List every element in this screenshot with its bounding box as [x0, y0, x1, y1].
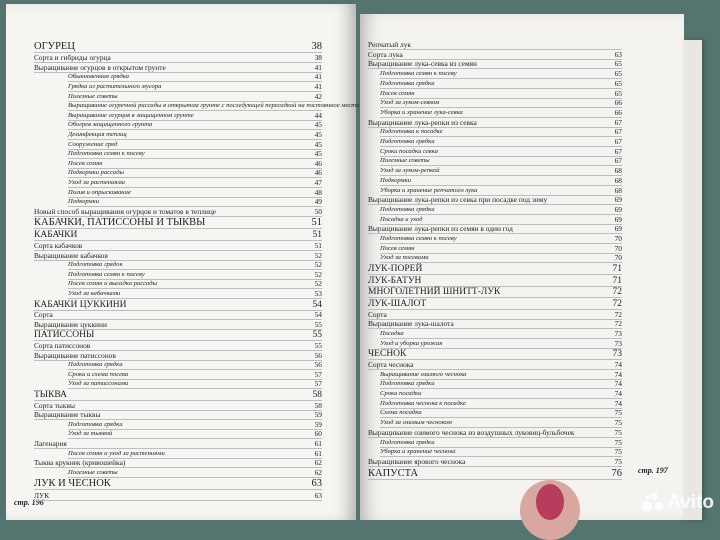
toc-entry-title: Посев семян [380, 89, 415, 97]
toc-entry-page: 38 [311, 41, 322, 52]
toc-entry [68, 360, 322, 370]
toc-entry [68, 188, 322, 198]
toc-entry-page: 51 [311, 217, 322, 229]
toc-entry [34, 299, 322, 311]
toc-entry-title: Посев семян [68, 159, 103, 167]
toc-entry-page: 67 [614, 117, 622, 127]
toc-entry-title: Подготовка семян к посеву [380, 70, 457, 78]
toc-entry-page: 74 [614, 379, 622, 389]
toc-entry [34, 320, 322, 330]
toc-entry [68, 289, 322, 299]
toc-entry [380, 329, 622, 339]
toc-entry-page: 53 [314, 289, 322, 298]
toc-entry [380, 339, 622, 349]
toc-entry-page: 49 [314, 197, 322, 207]
toc-entry [34, 63, 322, 73]
toc-entry-page: 70 [614, 253, 622, 263]
toc-entry-page: 72 [614, 319, 622, 329]
toc-entry-page: 63 [311, 478, 322, 490]
toc-entry-title: Подготовка семян к посеву [380, 235, 457, 242]
toc-entry-page: 67 [614, 146, 622, 156]
toc-entry [380, 89, 622, 99]
toc-entry [68, 197, 322, 207]
toc-entry [34, 410, 322, 420]
toc-entry-title: Посадка и уход [380, 215, 423, 223]
toc-entry [68, 449, 322, 459]
toc-entry-page: 52 [314, 260, 322, 270]
toc-entry-page: 55 [314, 319, 322, 329]
toc-entry-title: Полезные советы [68, 468, 118, 476]
toc-entry-title: Подготовка грядки [380, 438, 435, 446]
toc-entry [34, 241, 322, 251]
toc-entry-page: 72 [612, 287, 622, 298]
toc-entry [380, 370, 622, 380]
toc-entry [368, 348, 622, 360]
toc-entry-title: Уход за растениями [68, 178, 125, 186]
toc-entry-title: Полезные советы [68, 92, 118, 100]
toc-entry [368, 319, 622, 329]
toc-entry [34, 458, 322, 468]
toc-entry [368, 275, 622, 287]
toc-entry [34, 216, 322, 229]
toc-entry-title: МНОГОЛЕТНИЙ ШНИТТ-ЛУК [368, 287, 501, 298]
toc-entry-page: 54 [312, 299, 322, 310]
toc-entry-page: 63 [314, 490, 322, 500]
toc-entry-page: 69 [614, 224, 622, 234]
toc-entry-title: КАПУСТА [368, 467, 419, 479]
toc-entry-page: 41 [314, 72, 322, 82]
toc-entry-page: 65 [614, 78, 622, 88]
toc-entry-title: ЛУК-БАТУН [368, 275, 422, 286]
toc-entry-title: Выращивание огурцов в открытом грунте [34, 62, 166, 72]
toc-entry [380, 98, 622, 108]
toc-entry-title: Посадка [380, 329, 404, 337]
toc-entry-page: 45 [314, 139, 322, 149]
toc-entry-title: Дезинфекция теплиц [68, 130, 127, 138]
toc-entry-page: 48 [314, 187, 322, 197]
toc-entry [34, 207, 322, 217]
toc-entry [380, 205, 622, 215]
toc-entry-title: Посев семян [380, 244, 415, 252]
toc-entry-page: 75 [614, 456, 622, 466]
toc-entry [380, 69, 622, 79]
toc-entry-page: 66 [614, 98, 622, 108]
toc-entry-title: Уборка и хранение репчатого лука [380, 186, 478, 194]
toc-entry-page: 63 [614, 49, 622, 59]
toc-entry [368, 224, 622, 234]
toc-entry-page: 56 [314, 360, 322, 370]
toc-entry [34, 341, 322, 351]
toc-entry-page: 52 [314, 279, 322, 289]
toc-entry-page: 41 [314, 81, 322, 91]
toc-entry [68, 379, 322, 389]
toc-entry-title: Уход за озимым чесноком [380, 419, 452, 427]
toc-entry-page: 75 [614, 418, 622, 428]
toc-entry-title: Подкормки рассады [68, 169, 125, 177]
toc-entry-page: 45 [314, 149, 322, 159]
left-page-number: стр. 196 [14, 498, 44, 507]
toc-entry-title: Полезные советы [380, 157, 430, 165]
toc-entry-page: 75 [614, 447, 622, 457]
right-page-number: стр. 197 [638, 466, 668, 475]
toc-entry-page: 72 [612, 298, 622, 309]
toc-entry [34, 351, 322, 361]
toc-entry-page: 51 [314, 241, 322, 250]
toc-entry-title: Посев семян и уход за растениями [68, 449, 165, 457]
toc-entry-page: 73 [614, 338, 622, 348]
toc-entry [380, 253, 622, 263]
toc-entry-title: Сроки и схема посева [68, 370, 129, 378]
toc-entry-title: Выращивание патиссонов [34, 350, 116, 360]
toc-entry [368, 263, 622, 275]
toc-entry [380, 108, 622, 118]
toc-entry-title: Сорта тыквы [34, 400, 75, 410]
toc-entry [380, 418, 622, 428]
toc-entry-page: 58 [314, 400, 322, 410]
toc-entry [380, 156, 622, 166]
toc-entry-page: 74 [614, 359, 622, 369]
toc-entry-title: Выращивание лука-севка из семян [368, 59, 477, 69]
toc-entry [368, 298, 622, 310]
toc-entry [368, 467, 622, 480]
toc-entry-title: Подготовка грядки [380, 138, 435, 145]
toc-entry-page: 69 [614, 204, 622, 214]
toc-entry [34, 401, 322, 411]
toc-entry-page: 47 [314, 177, 322, 187]
toc-entry-title: Сроки посадки севка [380, 147, 438, 155]
toc-entry-title: ЛУК [34, 490, 50, 500]
toc-entry-title: Выращивание лука-репки из семян в один год [368, 224, 513, 234]
toc-entry-title: Уход за тыквой [68, 430, 113, 438]
toc-entry [34, 53, 322, 63]
toc-entry [68, 429, 322, 439]
toc-entry [380, 389, 622, 399]
toc-entry-page: 45 [314, 129, 322, 139]
toc-entry [380, 234, 622, 244]
toc-entry [34, 310, 322, 320]
toc-entry [380, 176, 622, 186]
toc-entry-title: Сорта лука [368, 49, 403, 59]
right-page [360, 14, 684, 520]
toc-entry-title: Выращивание лука-репки из севка [368, 117, 477, 127]
toc-entry [68, 140, 322, 150]
toc-entry-page: 73 [614, 328, 622, 338]
toc-entry-title: ОГУРЕЦ [34, 41, 75, 52]
toc-entry-title: Выращивание цуккини [34, 319, 107, 329]
toc-entry-title: Сорта и гибриды огурца [34, 53, 111, 63]
toc-entry-title: Подкормки [68, 198, 99, 206]
toc-entry-page: 50 [314, 206, 322, 216]
toc-entry-title: Уход за кабачками [68, 290, 121, 297]
toc-entry [68, 159, 322, 169]
toc-entry-title: КАБАЧКИ [34, 230, 78, 241]
toc-entry-title: Выращивание ярового чеснока [368, 456, 466, 466]
toc-entry [380, 147, 622, 157]
toc-entry-title: Уход и уборка урожая [380, 339, 443, 347]
toc-entry [368, 195, 622, 205]
toc-entry-page: 44 [314, 110, 322, 120]
toc-entry-page: 73 [612, 349, 622, 360]
toc-entry [368, 118, 622, 128]
toc-entry [380, 166, 622, 176]
avito-watermark [642, 492, 714, 514]
toc-entry [34, 389, 322, 401]
toc-entry-title: Обыкновенная грядка [68, 73, 129, 81]
toc-entry-title: Выращивание озимого чеснока [380, 370, 467, 378]
toc-entry-title: Выращивание лука-шалота [368, 319, 454, 329]
toc-entry-title: Выращивание лука-репки из севка при посадке под зиму [368, 195, 548, 205]
toc-entry-title: Подготовка семян к посеву [68, 270, 145, 278]
toc-entry-title: ПАТИССОНЫ [34, 330, 95, 341]
toc-entry [368, 360, 622, 370]
toc-entry-page: 54 [314, 310, 322, 320]
toc-entry [368, 457, 622, 467]
toc-entry-title: Сорта кабачков [34, 241, 83, 250]
toc-entry-title: Выращивание озимого чеснока из воздушных луковиц-бульбочек [368, 427, 575, 437]
toc-entry-page: 41 [314, 62, 322, 72]
toc-entry-title: Обогрев защищенного грунта [68, 121, 153, 129]
toc-entry [380, 438, 622, 448]
toc-entry [368, 59, 622, 69]
toc-entry [380, 79, 622, 89]
toc-entry [68, 149, 322, 159]
toc-entry-page: 67 [614, 127, 622, 137]
toc-entry-page: 42 [314, 91, 322, 101]
avito-watermark-text: Avito [667, 492, 714, 513]
toc-entry-title: Подкормки [380, 176, 411, 184]
toc-entry-title: Выращивание кабачков [34, 250, 108, 260]
toc-entry-title: Подготовка грядки [380, 79, 435, 87]
toc-entry-page: 65 [614, 88, 622, 98]
toc-entry-page: 67 [614, 156, 622, 166]
toc-entry-page: 65 [614, 69, 622, 79]
toc-entry [68, 468, 322, 478]
toc-entry [380, 137, 622, 147]
toc-entry-page: 71 [612, 275, 622, 286]
toc-entry-title: ЛУК-ПОРЕЙ [368, 264, 423, 275]
toc-entry [380, 186, 622, 196]
toc-entry-title: Сорта чеснока [368, 359, 414, 369]
toc-entry-title: Подготовка грядки [68, 361, 123, 369]
toc-entry [68, 420, 322, 430]
toc-entry-page: 75 [614, 437, 622, 447]
toc-entry [380, 408, 622, 418]
toc-entry-page: 60 [314, 429, 322, 439]
toc-entry-title: Посев семян и высадка рассады [68, 280, 158, 288]
toc-entry-page: 62 [314, 467, 322, 477]
toc-entry-page: 58 [312, 390, 322, 400]
toc-entry-title: Подготовка к посадке [380, 128, 443, 136]
avito-logo-icon [642, 493, 664, 513]
toc-entry [380, 379, 622, 389]
toc-entry-page: 76 [611, 467, 622, 479]
toc-entry-page: 68 [614, 175, 622, 185]
toc-entry-title: Сорта патиссонов [34, 341, 91, 350]
toc-entry-page: 59 [314, 410, 322, 420]
toc-entry-title: Лагенария [34, 439, 67, 448]
toc-entry [34, 329, 322, 341]
toc-entry-page: 46 [314, 158, 322, 168]
toc-entry-title: Полив и опрыскивание [68, 188, 131, 196]
toc-entry-title: Выращивание тыквы [34, 410, 101, 420]
toc-entry-title: ЧЕСНОК [368, 349, 407, 360]
toc-entry-title: Уход за луком-севком [380, 99, 440, 107]
toc-entry-title: Выращивание огуречной рассады в открытом грунте с последующей пересадкой на постоянное место [68, 102, 360, 110]
toc-entry-page: 69 [614, 214, 622, 224]
toc-entry [68, 279, 322, 289]
toc-entry-title: Новый способ выращивания огурцов и томатов в теплице [34, 206, 217, 216]
toc-entry-page: 70 [614, 243, 622, 253]
toc-entry-title: Выращивание огурцов в защищенном грунте [68, 111, 194, 119]
toc-entry [380, 244, 622, 254]
toc-entry-title: Подготовка грядок [68, 261, 123, 269]
toc-entry-page: 75 [614, 408, 622, 418]
toc-entry [368, 286, 622, 298]
toc-entry-page: 61 [314, 439, 322, 448]
toc-entry-page: 61 [314, 448, 322, 458]
toc-entry-title: Подготовка грядки [380, 380, 435, 388]
toc-entry-title: Схема посадки [380, 409, 422, 417]
toc-entry [380, 127, 622, 137]
toc-entry-page: 68 [614, 166, 622, 176]
toc-entry [68, 270, 322, 280]
toc-entry-title: Сорта [34, 310, 53, 320]
toc-entry [34, 40, 322, 53]
toc-entry-page: 46 [314, 168, 322, 178]
toc-entry [68, 370, 322, 380]
toc-entry-title: Подготовка грядки [380, 205, 435, 213]
toc-entry-page: 45 [314, 120, 322, 130]
toc-entry-page: 38 [314, 53, 322, 63]
page-edge [684, 40, 702, 520]
toc-entry [34, 229, 322, 241]
toc-entry-page: 57 [314, 369, 322, 379]
toc-entry-title: Подготовка чеснока к посадке [380, 399, 466, 407]
toc-entry-title: КАБАЧКИ, ПАТИССОНЫ И ТЫКВЫ [34, 217, 206, 229]
toc-entry-title: Уход за патиссонами [68, 380, 129, 388]
toc-entry-page: 74 [614, 398, 622, 408]
toc-entry-page: 59 [314, 419, 322, 429]
toc-entry-title: Уборка и хранение лука-севка [380, 108, 463, 116]
toc-entry-page: 52 [314, 250, 322, 260]
toc-entry [368, 50, 622, 60]
toc-entry-title: Подготовка грядки [68, 420, 123, 428]
toc-entry-page: 67 [614, 137, 622, 146]
toc-entry-page: 57 [314, 379, 322, 389]
toc-entry-page: 56 [314, 350, 322, 360]
toc-entry-title: Сорта [368, 309, 387, 319]
toc-entry-page: 55 [314, 341, 322, 350]
toc-entry [68, 130, 322, 140]
toc-entry-page: 75 [614, 427, 622, 437]
toc-entry [34, 477, 322, 490]
toc-entry [34, 491, 322, 501]
toc-entry-title: Уход за посевами [380, 254, 429, 262]
toc-entry-title: Подготовка семян к посеву [68, 150, 145, 158]
toc-entry [368, 40, 622, 50]
toc-entry [380, 447, 622, 457]
toc-entry-page: 71 [612, 264, 622, 275]
toc-entry-page: 62 [314, 458, 322, 468]
toc-entry-title: ЛУК-ШАЛОТ [368, 298, 427, 309]
toc-entry-page: 52 [314, 269, 322, 279]
toc-entry-page: 66 [614, 107, 622, 117]
toc-entry [34, 251, 322, 261]
toc-entry-title: Сооружение гряд [68, 140, 118, 148]
left-page [6, 4, 360, 520]
toc-entry-title: ЛУК И ЧЕСНОК [34, 478, 111, 490]
toc-entry [34, 439, 322, 449]
toc-entry-title: Уход за луком-репкой [380, 167, 440, 175]
toc-entry-page: 65 [614, 59, 622, 69]
toc-entry [68, 260, 322, 270]
toc-entry [68, 82, 322, 92]
toc-entry [68, 92, 322, 102]
toc-entry [68, 168, 322, 178]
toc-entry-title: Сроки посадки [380, 390, 422, 397]
toc-entry [68, 120, 322, 130]
toc-entry-title: Уборка и хранение чеснока [380, 448, 456, 456]
toc-entry [68, 72, 322, 82]
fingernail [536, 484, 564, 520]
toc-entry [380, 399, 622, 409]
toc-entry-page: 51 [312, 230, 322, 241]
toc-entry-page: 68 [614, 185, 622, 195]
toc-entry [380, 215, 622, 225]
toc-entry [68, 111, 322, 121]
toc-entry-page: 72 [614, 309, 622, 319]
toc-entry-page: 70 [614, 234, 622, 243]
toc-entry-page: 74 [614, 389, 622, 398]
toc-entry [368, 428, 622, 438]
toc-entry-title: Тыква крукнек (кривошейка) [34, 458, 126, 468]
toc-entry-title: Репчатый лук [368, 40, 412, 49]
toc-entry [368, 310, 622, 320]
toc-entry [68, 101, 360, 111]
toc-entry-title: ТЫКВА [34, 390, 68, 400]
toc-entry [68, 178, 322, 188]
toc-entry-title: Грядка из растительного мусора [68, 82, 162, 90]
toc-entry-page: 69 [614, 195, 622, 205]
toc-entry-page: 55 [312, 330, 322, 341]
toc-entry-title: КАБАЧКИ ЦУККИНИ [34, 299, 127, 310]
toc-entry-page: 74 [614, 369, 622, 379]
